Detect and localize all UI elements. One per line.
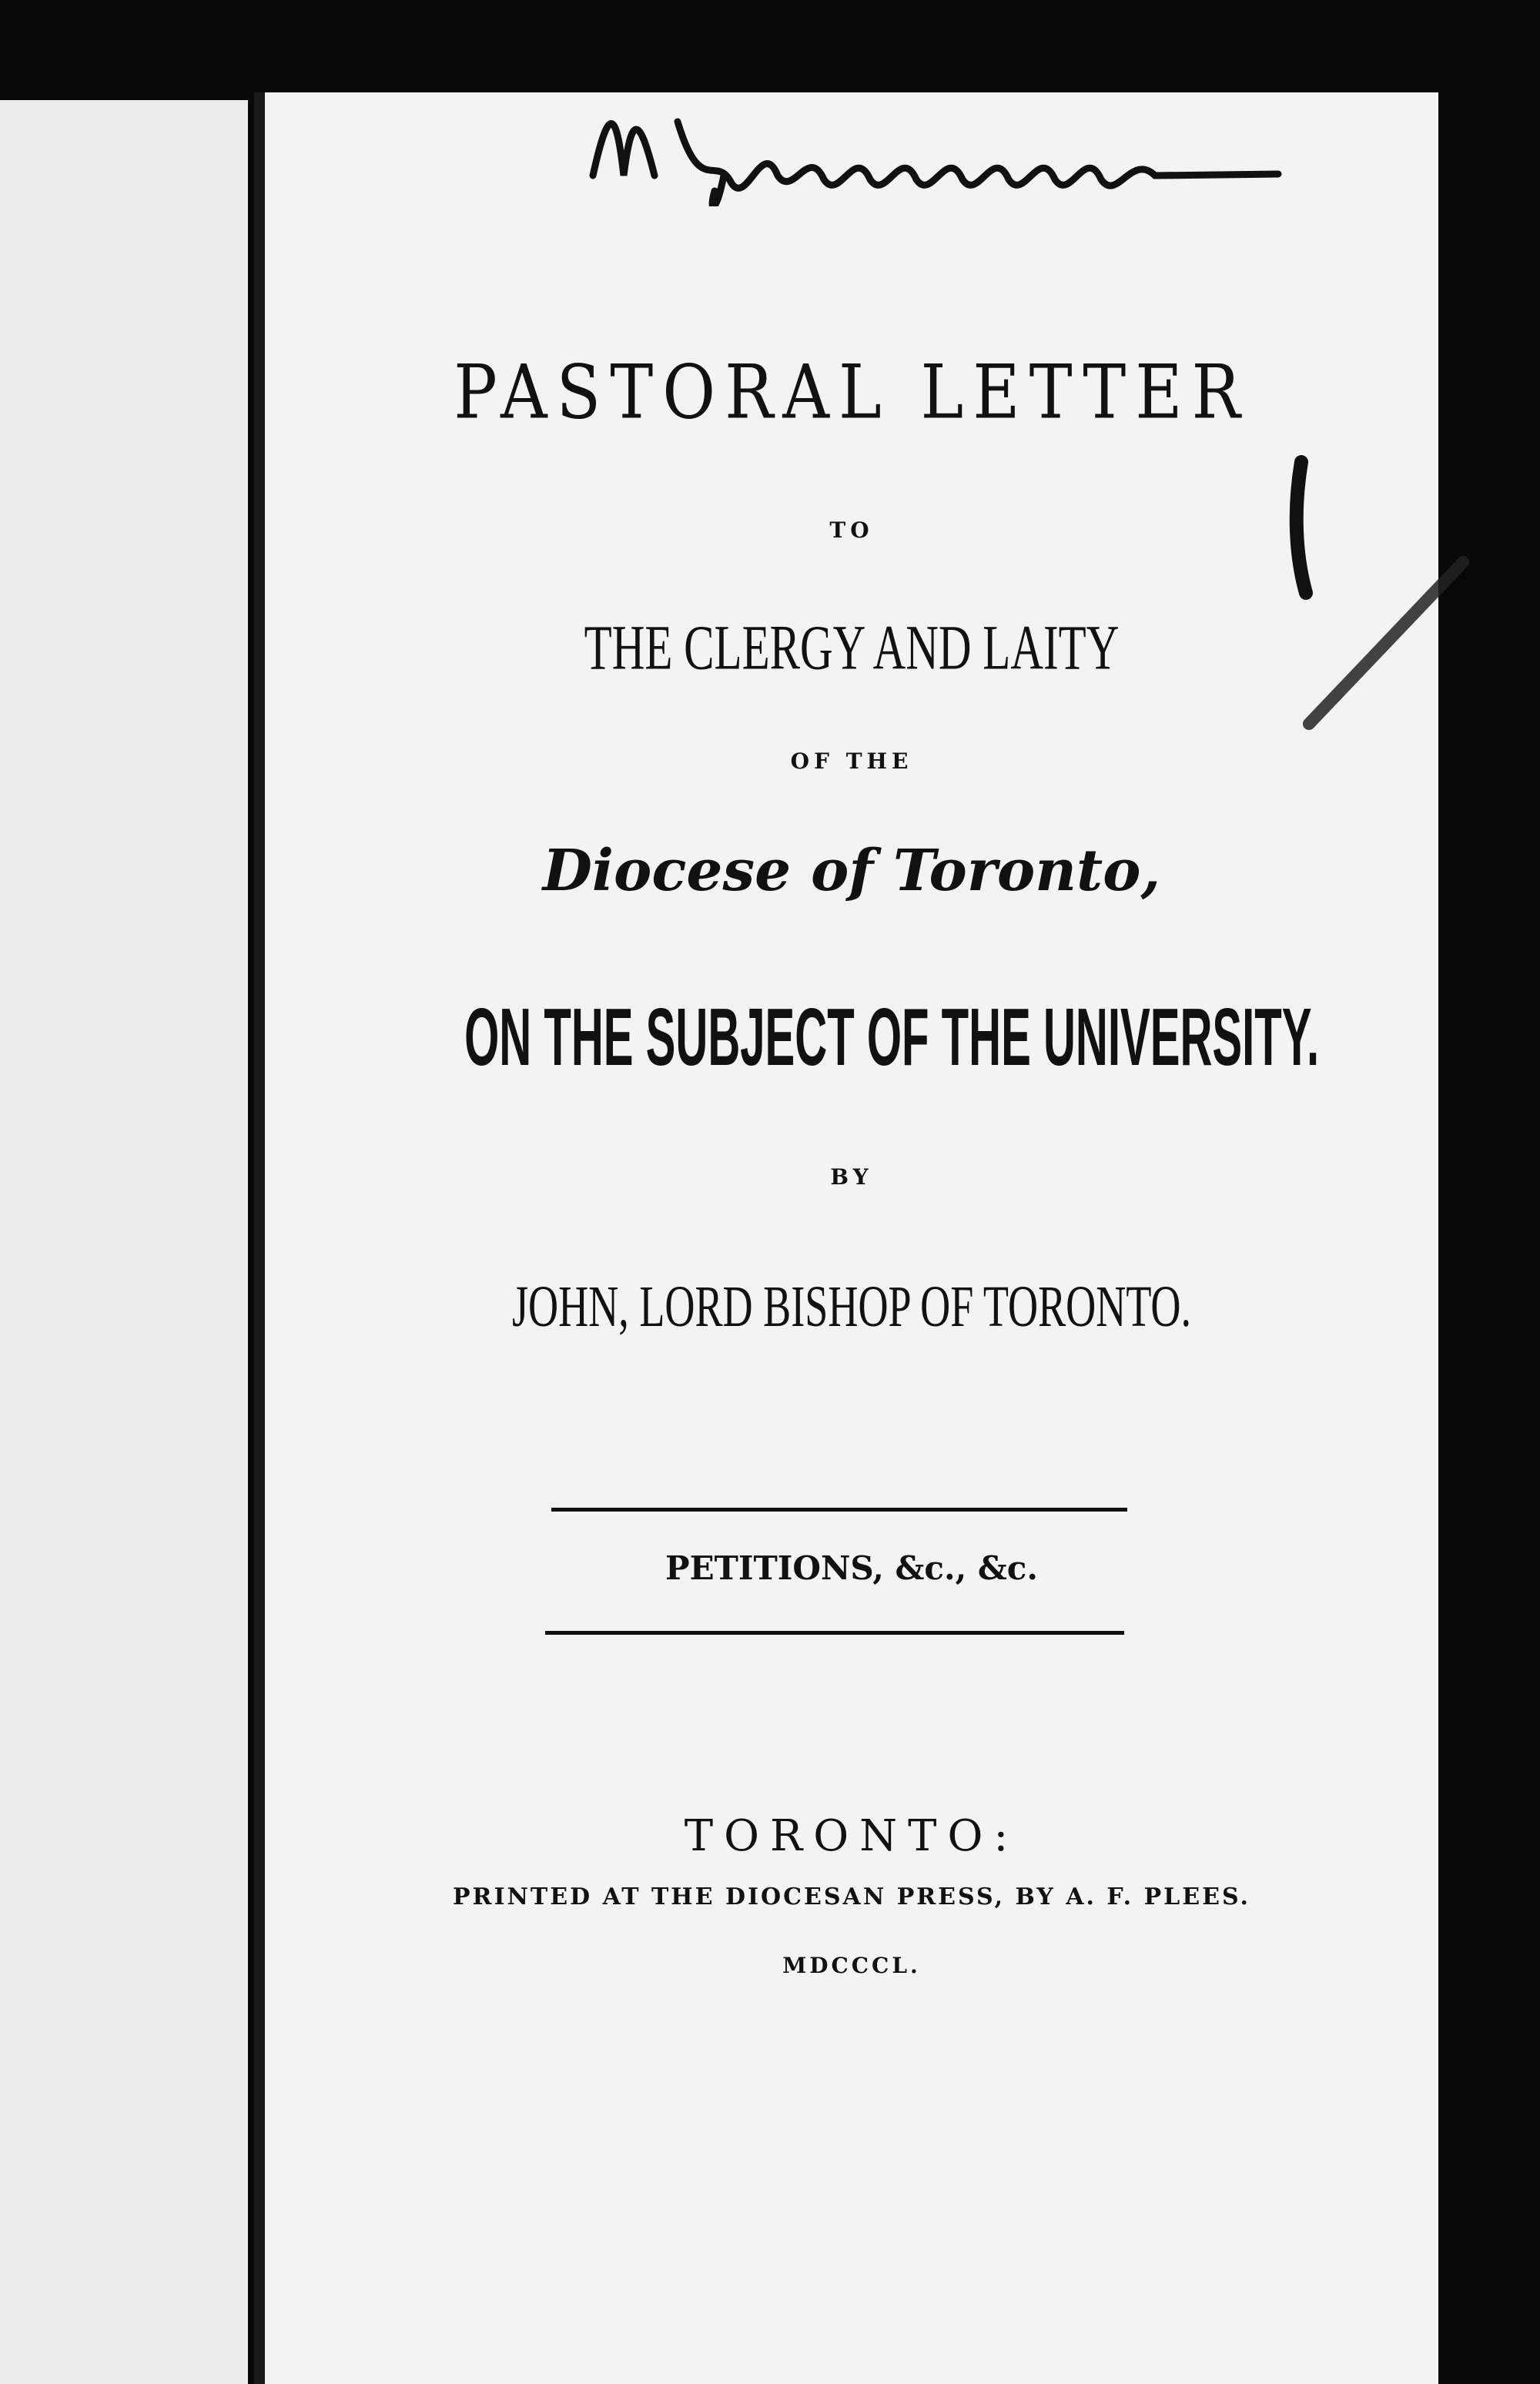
- by-line: BY: [830, 1164, 873, 1190]
- page-title: PASTORAL LETTER: [454, 348, 1250, 436]
- subject-line: ON THE SUBJECT OF THE UNIVERSITY.: [464, 991, 1320, 1083]
- to-line: TO: [829, 517, 874, 543]
- binding-spine: [254, 92, 265, 2384]
- margin-pencil-marks: [1278, 447, 1478, 739]
- title-page: [265, 92, 1438, 2384]
- supplement-line: PETITIONS, &c., &c.: [665, 1549, 1038, 1587]
- author-line: JOHN, LORD BISHOP OF TORONTO.: [511, 1274, 1192, 1340]
- imprint-place: TORONTO:: [684, 1811, 1019, 1861]
- handwritten-signature: [585, 91, 1294, 206]
- of-the-line: OF THE: [790, 748, 913, 774]
- divider-rule-bottom: [545, 1631, 1124, 1635]
- addressees-line: THE CLERGY AND LAITY: [584, 611, 1120, 683]
- imprint-year: MDCCCL.: [782, 1953, 921, 1978]
- facing-page: [0, 100, 248, 2384]
- imprint-printer: PRINTED AT THE DIOCESAN PRESS, BY A. F. PLEES.: [452, 1883, 1250, 1910]
- diocese-line: Diocese of Toronto,: [542, 838, 1161, 904]
- divider-rule-top: [551, 1508, 1127, 1512]
